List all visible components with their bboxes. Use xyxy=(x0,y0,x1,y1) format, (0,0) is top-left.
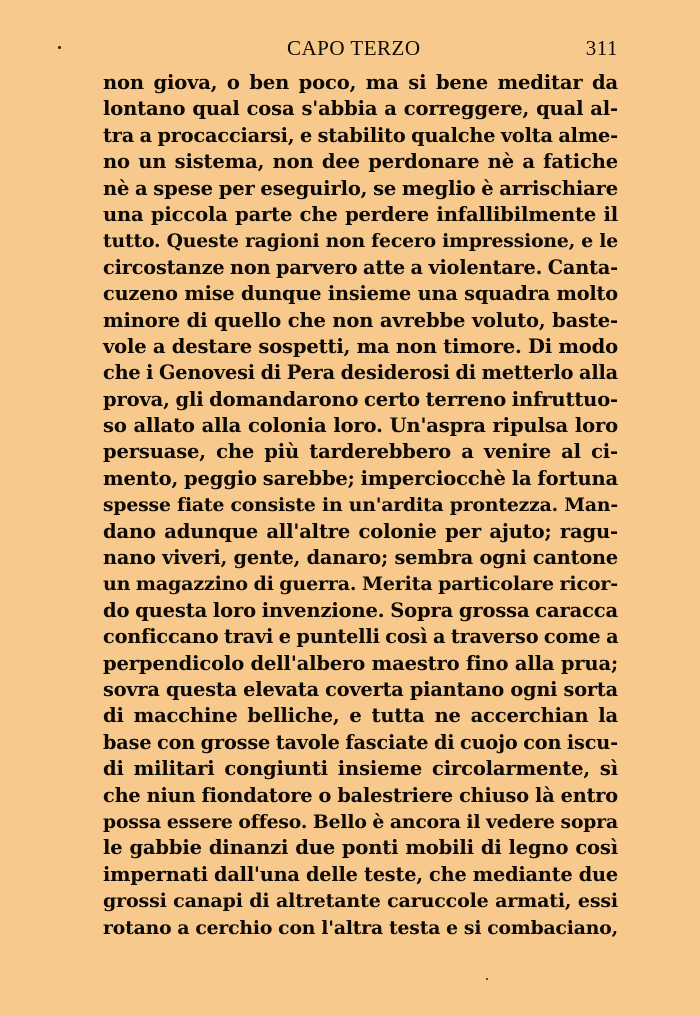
text-line: tra a procacciarsi, e stabilito qualche volta alme- xyxy=(103,123,618,147)
text-line: una piccola parte che perdere infallibilmente il xyxy=(103,202,618,226)
text-line: nano viveri, gente, danaro; sembra ogni cantone xyxy=(103,546,618,570)
text-line: dano adunque all'altre colonie per ajuto; ragu- xyxy=(103,519,618,543)
text-line: base con grosse tavole fasciate di cuojo con iscu- xyxy=(103,730,618,754)
text-line: prova, gli domandarono certo terreno infruttuo- xyxy=(103,387,618,411)
text-line: cuzeno mise dunque insieme una squadra molto xyxy=(103,282,618,306)
book-page xyxy=(103,34,618,941)
text-line: persuase, che più tarderebbero a venire al ci- xyxy=(103,440,618,464)
page-number: 311 xyxy=(585,36,618,60)
text-line: vole a destare sospetti, ma non timore. Di modo xyxy=(103,334,618,358)
text-line: conficcano travi e puntelli così a traverso come a xyxy=(103,625,619,649)
text-line: minore di quello che non avrebbe voluto, baste- xyxy=(103,308,618,332)
paper-speck xyxy=(58,46,61,49)
page-header xyxy=(103,34,618,64)
text-line: le gabbie dinanzi due ponti mobili di legno così xyxy=(103,836,618,860)
text-line: che niun fiondatore o balestriere chiuso là entro xyxy=(103,783,618,807)
text-line: nè a spese per eseguirlo, se meglio è arrischiare xyxy=(103,176,618,200)
paper-speck xyxy=(486,978,488,980)
text-line: tutto. Queste ragioni non fecero impressione, e le xyxy=(103,230,618,253)
text-line: un magazzino di guerra. Merita particolare ricor- xyxy=(103,573,618,596)
text-line: possa essere offeso. Bello è ancora il vedere sopra xyxy=(103,810,618,833)
text-line: mento, peggio sarebbe; imperciocchè la fortuna xyxy=(103,466,618,490)
text-line: non giova, o ben poco, ma si bene meditar da xyxy=(103,71,618,94)
text-line: rotano a cerchio con l'altra testa e si combaciano, xyxy=(103,916,618,939)
text-line: no un sistema, non dee perdonare nè a fatiche xyxy=(103,150,618,174)
text-line: grossi canapi di altretante caruccole armati, essi xyxy=(103,890,618,913)
body-text xyxy=(103,70,618,941)
text-line: so allato alla colonia loro. Un'aspra ripulsa loro xyxy=(103,414,618,438)
text-line: perpendicolo dell'albero maestro fino alla prua; xyxy=(103,651,618,675)
running-head: CAPO TERZO xyxy=(287,36,421,60)
text-line: che i Genovesi di Pera desiderosi di metterlo alla xyxy=(103,361,618,385)
text-line: sovra questa elevata coverta piantano ogni sorta xyxy=(103,677,618,701)
text-line: impernati dall'una delle teste, che mediante due xyxy=(103,862,618,886)
text-line: di militari congiunti insieme circolarmente, sì xyxy=(103,757,618,781)
text-line: di macchine belliche, e tutta ne accerchian la xyxy=(103,704,618,728)
text-line: spesse fiate consiste in un'ardita prontezza. Man- xyxy=(103,494,618,517)
text-line: circostanze non parvero atte a violentare. Canta- xyxy=(103,255,618,279)
text-line: lontano qual cosa s'abbia a correggere, qual al- xyxy=(103,97,618,121)
text-line: do questa loro invenzione. Sopra grossa caracca xyxy=(103,598,618,622)
